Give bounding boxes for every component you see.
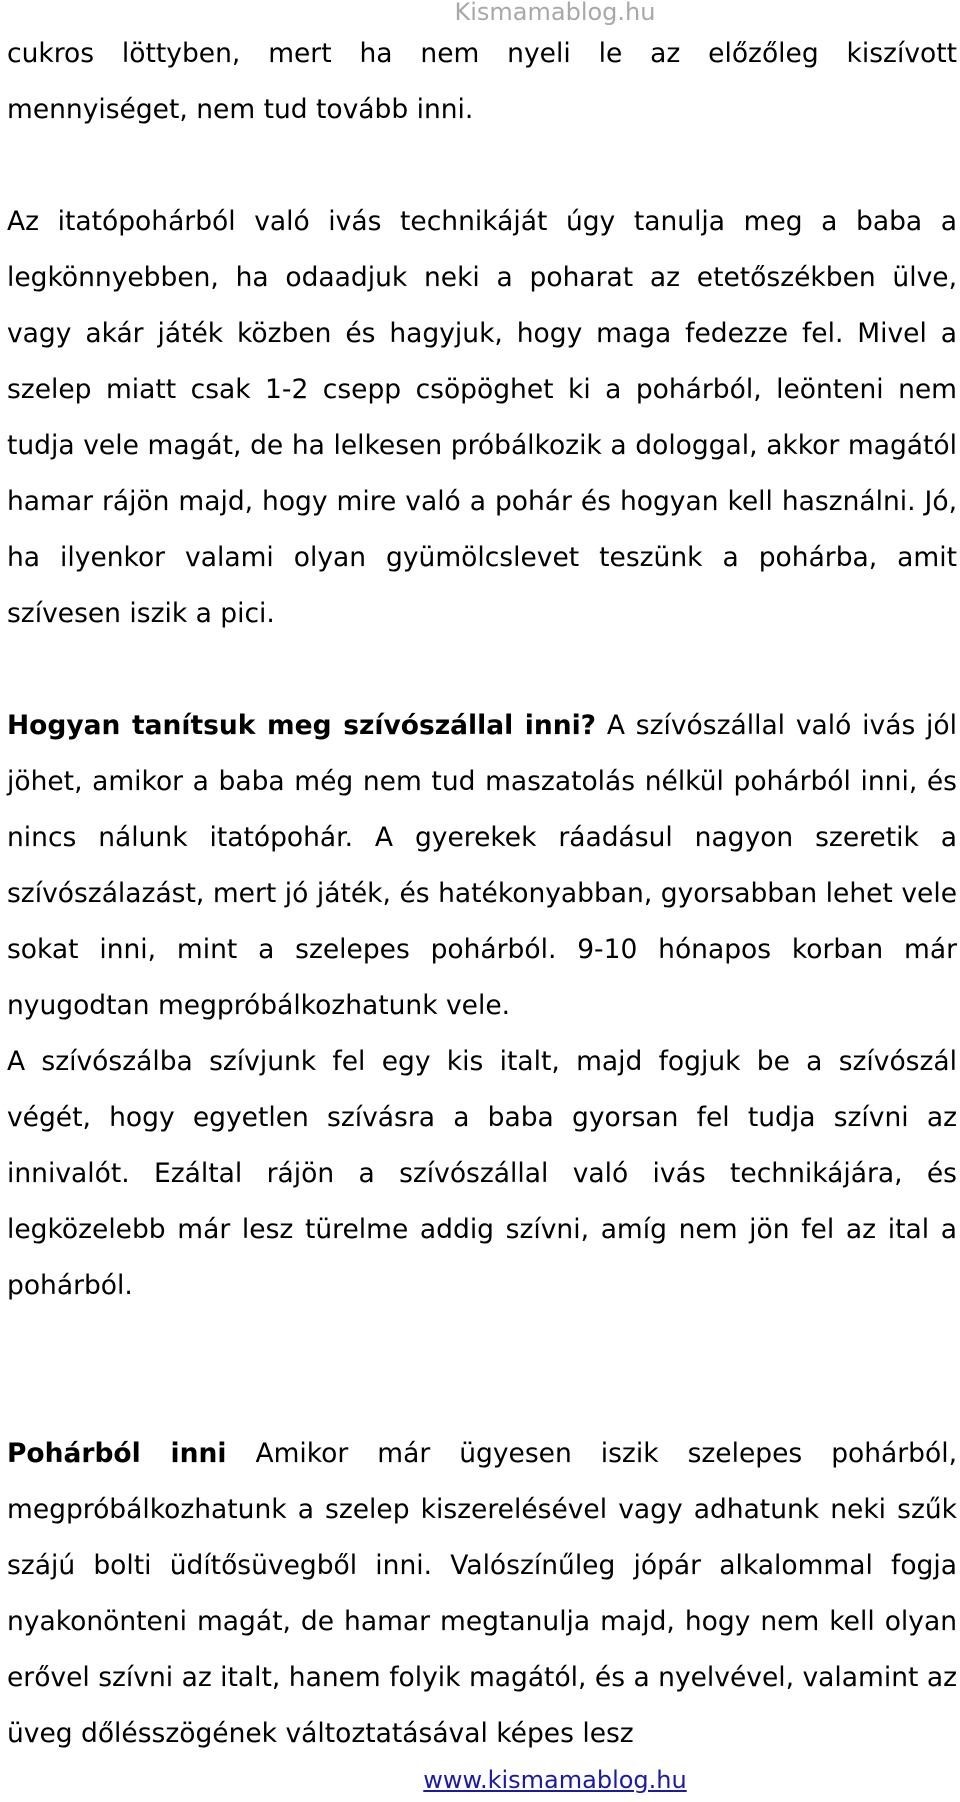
paragraph-5 <box>7 1426 957 1762</box>
section-heading-straw: Hogyan tanítsuk meg szívószállal inni? <box>7 710 597 741</box>
paragraph-gap <box>7 642 957 698</box>
paragraph-2: Az itatópohárból való ivás technikáját úgy tanulja meg a baba a legkönnyebben, ha odaadjuk neki a poharat az etetőszékben ülve, vagy akár játék közben és hagyjuk, hogy maga fedezze fel. Mivel a szelep miatt csak 1-2 csepp csöpöghet ki a pohárból, leönteni nem tudja vele magát, de ha lelkesen próbálkozik a dologgal, akkor magától hamar rájön majd, hogy mire való a pohár és hogyan kell használni. Jó, ha ilyenkor valami olyan gyümölcslevet teszünk a pohárba, amit szívesen iszik a pici. <box>7 206 957 629</box>
paragraph-3-body: A szívószállal való ivás jól jöhet, amikor a baba még nem tud maszatolás nélkül pohárból inni, és nincs nálunk itatópohár. A gyerekek ráadásul nagyon szeretik a szívószálazást, mert jó játék, és hatékonyabban, gyorsabban lehet vele sokat inni, mint a szelepes pohárból. 9-10 hónapos korban már nyugodtan megpróbálkozhatunk vele. <box>7 710 957 1021</box>
paragraph-gap-large <box>7 1314 957 1426</box>
paragraph-gap <box>7 138 957 194</box>
header-site-name: Kismamablog.hu <box>454 0 656 26</box>
footer-link[interactable]: www.kismamablog.hu <box>423 1766 687 1794</box>
paragraph-1: cukros löttyben, mert ha nem nyeli le az előzőleg kiszívott mennyiséget, nem tud tovább inni. <box>7 38 957 125</box>
article-body <box>7 26 957 1762</box>
paragraph-3 <box>7 698 957 1034</box>
paragraph-5-body: Amikor már ügyesen iszik szelepes pohárból, megpróbálkozhatunk a szelep kiszerelésével vagy adhatunk neki szűk szájú bolti üdítősüvegből inni. Valószínűleg jópár alkalommal fogja nyakonönteni magát, de hamar megtanulja majd, hogy nem kell olyan erővel szívni az italt, hanem folyik magától, és a nyelvével, valamint az üveg dőlésszögének változtatásával képes lesz <box>7 1438 957 1749</box>
paragraph-4: A szívószálba szívjunk fel egy kis italt, majd fogjuk be a szívószál végét, hogy egyetlen szívásra a baba gyorsan fel tudja szívni az innivalót. Ezáltal rájön a szívószállal való ivás technikájára, és legközelebb már lesz türelme addig szívni, amíg nem jön fel az ital a pohárból. <box>7 1046 957 1301</box>
footer <box>0 1765 960 1795</box>
section-heading-cup: Pohárból inni <box>7 1438 227 1469</box>
